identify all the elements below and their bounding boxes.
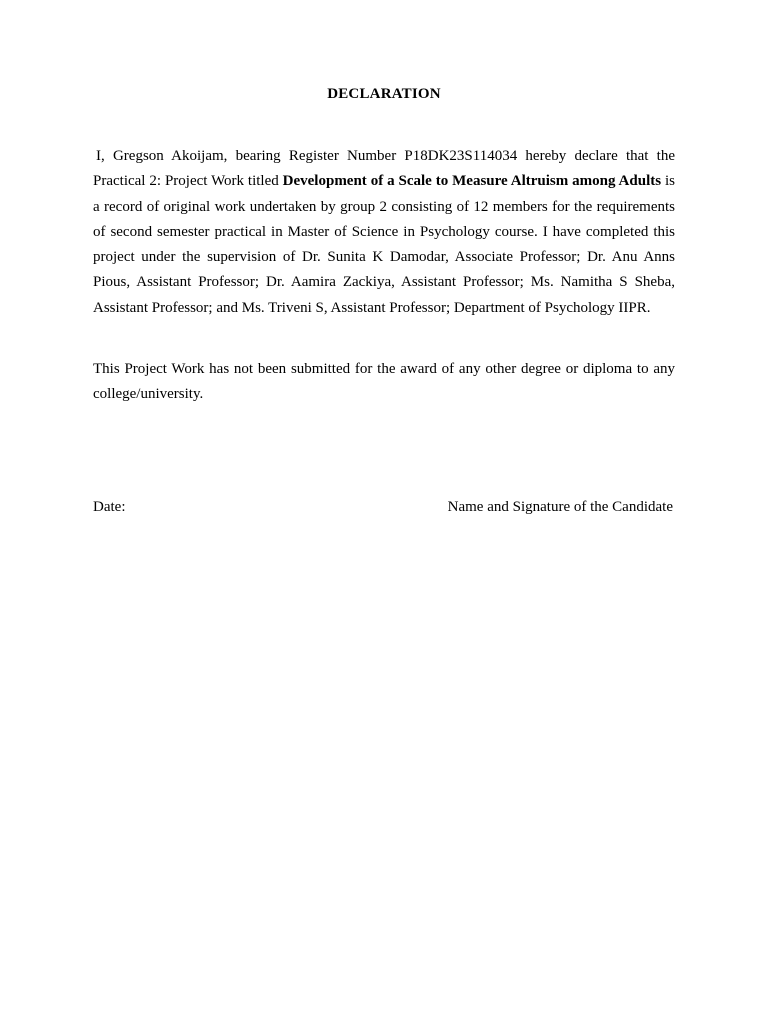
date-label: Date: (93, 499, 126, 515)
non-submission-paragraph: This Project Work has not been submitted for the award of any other degree or diploma to any college/university. (93, 361, 675, 403)
signature-label: Name and Signature of the Candidate (447, 499, 673, 515)
declaration-title: DECLARATION (327, 86, 441, 102)
paragraph-intro-text: I, Gregson Akoijam, bearing Register Number P18DK23S114034 hereby declare that the Practical 2: Project Work titled (93, 148, 675, 190)
project-title: Development of a Scale to Measure Altruism among Adults (282, 173, 662, 190)
signature-row (93, 497, 673, 517)
paragraph-rest-text: is a record of original work undertaken by group 2 consisting of 12 members for the requirements of second semester practical in Master of Science in Psychology course. I have completed this project under the supervision of Dr. Sunita K Damodar, Associate Professor; Dr. Anu Anns Pious, Assistant Professor; Dr. Aamira Zackiya, Assistant Professor; Ms. Namitha S Sheba, Assistant Professor; and Ms. Triveni S, Assistant Professor; Department of Psychology IIPR. (93, 173, 675, 316)
declaration-paragraph (93, 144, 675, 321)
